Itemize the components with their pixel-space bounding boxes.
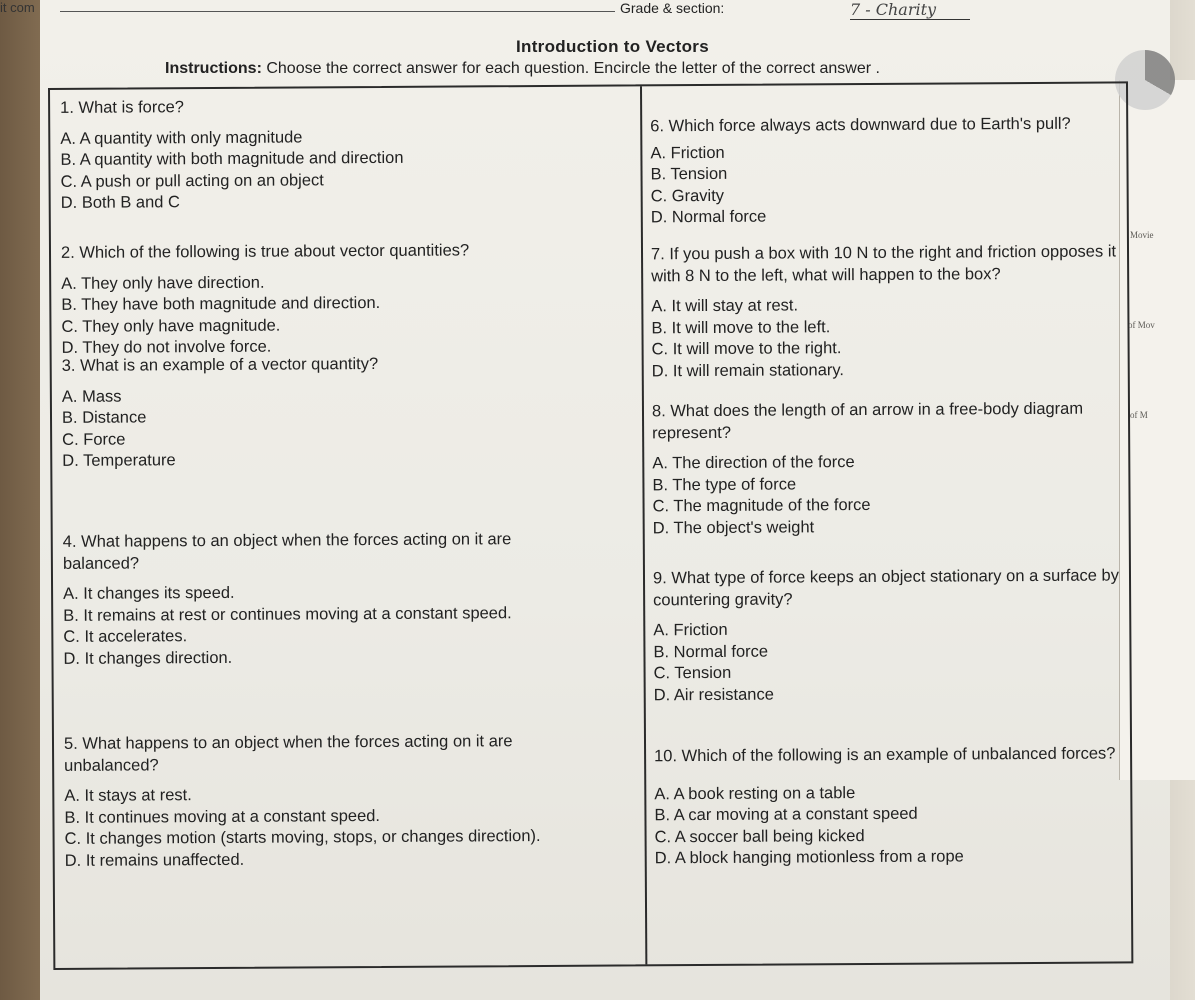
worksheet-title: Introduction to Vectors	[516, 37, 709, 56]
option[interactable]: D. It remains unaffected.	[64, 850, 245, 870]
option[interactable]: C. Gravity	[650, 186, 725, 205]
option[interactable]: A. It changes its speed.	[63, 583, 235, 603]
question-stem: 10. Which of the following is an example of unbalanced forces?	[654, 744, 1116, 766]
grade-section-label: Grade & section:	[620, 0, 725, 16]
option[interactable]: C. A soccer ball being kicked	[654, 826, 865, 846]
grade-section-value: 7 - Charity	[850, 0, 970, 20]
side-note: Movie	[1130, 230, 1154, 240]
question-9	[653, 565, 1124, 706]
option[interactable]: C. It accelerates.	[63, 627, 188, 646]
option[interactable]: D. The object's weight	[652, 517, 815, 537]
right-column	[650, 83, 1120, 868]
column-divider	[640, 86, 647, 964]
option[interactable]: C. A push or pull acting on an object	[60, 170, 324, 191]
option[interactable]: D. Normal force	[650, 207, 767, 227]
left-column	[60, 86, 625, 870]
option[interactable]: D. Air resistance	[653, 685, 774, 704]
option[interactable]: A. Friction	[650, 143, 725, 162]
option[interactable]: B. The type of force	[652, 474, 797, 494]
option[interactable]: B. A quantity with both magnitude and direction	[60, 148, 404, 169]
option[interactable]: C. It will move to the right.	[651, 339, 842, 359]
instructions-text: Choose the correct answer for each question. Encircle the letter of the correct answer .	[266, 60, 880, 77]
option[interactable]: A. They only have direction.	[61, 273, 265, 293]
question-stem: 3. What is an example of a vector quantity?	[61, 354, 379, 375]
question-table	[48, 81, 1133, 970]
name-line	[60, 11, 615, 12]
option[interactable]: B. It remains at rest or continues moving at a constant speed.	[63, 603, 512, 625]
option[interactable]: C. They only have magnitude.	[61, 316, 281, 336]
side-note: of M	[1130, 410, 1148, 420]
side-note: of Mov	[1128, 320, 1155, 330]
option[interactable]: D. A block hanging motionless from a rope	[654, 847, 964, 868]
question-stem: 8. What does the length of an arrow in a free-body diagram represent?	[651, 399, 1084, 442]
question-stem: 4. What happens to an object when the forces acting on it are balanced?	[62, 530, 512, 573]
question-1	[60, 95, 621, 215]
question-6	[650, 113, 1121, 228]
instructions	[165, 60, 880, 78]
question-stem: 2. Which of the following is true about vector quantities?	[60, 241, 470, 262]
question-10	[654, 743, 1130, 869]
option[interactable]: B. They have both magnitude and direction.	[61, 293, 381, 314]
option[interactable]: B. Tension	[650, 164, 728, 184]
option[interactable]: D. They do not involve force.	[61, 337, 272, 357]
question-stem: 5. What happens to an object when the forces acting on it are unbalanced?	[63, 732, 513, 775]
question-7	[651, 241, 1122, 382]
option[interactable]: D. Both B and C	[60, 193, 180, 212]
option[interactable]: B. It will move to the left.	[651, 317, 831, 337]
question-stem: 1. What is force?	[60, 98, 184, 117]
option[interactable]: D. Temperature	[62, 451, 176, 470]
header-fragment: it com	[0, 0, 35, 15]
option[interactable]: A. Mass	[61, 387, 122, 406]
option[interactable]: B. Normal force	[653, 642, 769, 661]
question-3	[62, 353, 623, 473]
option[interactable]: C. It changes motion (starts moving, stops, or changes direction).	[64, 827, 541, 848]
question-2	[61, 240, 622, 360]
question-4	[63, 529, 589, 670]
option[interactable]: A. A quantity with only magnitude	[60, 127, 303, 148]
question-8	[652, 398, 1123, 539]
option[interactable]: C. Tension	[653, 663, 732, 683]
option[interactable]: A. A book resting on a table	[654, 783, 856, 803]
question-stem: 6. Which force always acts downward due to Earth's pull?	[650, 114, 1071, 136]
option[interactable]: C. Force	[62, 430, 126, 449]
option[interactable]: B. A car moving at a constant speed	[654, 804, 918, 825]
question-stem: 7. If you push a box with 10 N to the right and friction opposes it with 8 N to the left, what will happen to the box?	[650, 242, 1117, 285]
option[interactable]: B. It continues moving at a constant speed.	[64, 806, 381, 827]
option[interactable]: A. It stays at rest.	[64, 786, 192, 805]
question-5	[64, 731, 590, 872]
instructions-label: Instructions:	[165, 60, 262, 77]
option[interactable]: D. It will remain stationary.	[651, 360, 845, 380]
option[interactable]: A. It will stay at rest.	[651, 296, 799, 316]
option[interactable]: D. It changes direction.	[63, 648, 233, 668]
option[interactable]: A. The direction of the force	[652, 453, 855, 473]
question-stem: 9. What type of force keeps an object stationary on a surface by countering gravity?	[652, 566, 1119, 609]
option[interactable]: B. Distance	[61, 408, 147, 427]
option[interactable]: A. Friction	[653, 620, 728, 640]
option[interactable]: C. The magnitude of the force	[652, 495, 871, 516]
